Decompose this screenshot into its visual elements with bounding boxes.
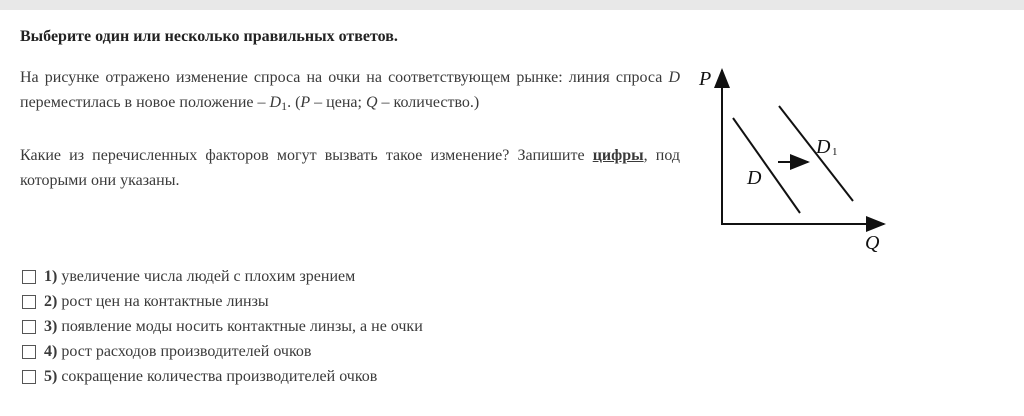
curve-d1-label: D — [816, 136, 831, 158]
axis-q-label: Q — [865, 232, 880, 254]
option-number: 4) — [44, 342, 58, 360]
checkbox[interactable] — [22, 320, 36, 334]
question-text-part: . ( — [287, 94, 301, 111]
question-text-part: Какие из перечисленных факторов могут вызвать такое изменение? Запишите — [20, 147, 593, 164]
option-text: появление моды носить контактные линзы, а не очки — [61, 317, 423, 335]
answer-option-2[interactable] — [22, 289, 423, 314]
question-prompt — [20, 143, 680, 193]
demand-shift-graph — [690, 58, 900, 258]
question-text-part: переместилась в новое положение – — [20, 94, 270, 111]
digits-emphasis: цифры — [592, 147, 644, 164]
demand-label-d1: D — [269, 94, 282, 111]
option-text: рост цен на контактные линзы — [61, 292, 269, 310]
checkbox[interactable] — [22, 295, 36, 309]
option-text: рост расходов производителей очков — [61, 342, 312, 360]
price-label: P — [300, 94, 311, 111]
answer-option-3[interactable] — [22, 314, 423, 339]
demand-label-d1-sub: 1 — [281, 99, 288, 113]
curve-d1-sub: 1 — [832, 146, 838, 158]
option-number: 1) — [44, 267, 58, 285]
answer-option-5[interactable] — [22, 364, 423, 389]
question-text — [20, 65, 680, 119]
option-number: 5) — [44, 367, 58, 385]
question-text-part: – количество.) — [377, 94, 480, 111]
question-text-part: На рисунке отражено изменение спроса на очки на соответствующем рынке: линия спроса — [20, 69, 669, 86]
option-text: сокращение количества производителей очков — [61, 367, 378, 385]
checkbox[interactable] — [22, 370, 36, 384]
answer-options — [22, 264, 423, 389]
demand-curve-d — [733, 118, 800, 213]
option-number: 3) — [44, 317, 58, 335]
top-strip — [0, 0, 1024, 10]
quantity-label: Q — [365, 94, 378, 111]
option-number: 2) — [44, 292, 58, 310]
axis-p-label: P — [699, 68, 712, 90]
answer-option-1[interactable] — [22, 264, 423, 289]
curve-d-label: D — [747, 167, 762, 189]
question-text-part: – цена; — [310, 94, 366, 111]
question-text-part: , под которыми они указаны. — [20, 147, 681, 189]
checkbox[interactable] — [22, 270, 36, 284]
demand-label-d: D — [668, 69, 680, 86]
answer-option-4[interactable] — [22, 339, 423, 364]
checkbox[interactable] — [22, 345, 36, 359]
option-text: увеличение числа людей с плохим зрением — [61, 267, 356, 285]
instruction: Выберите один или несколько правильных ответов. — [20, 28, 398, 45]
